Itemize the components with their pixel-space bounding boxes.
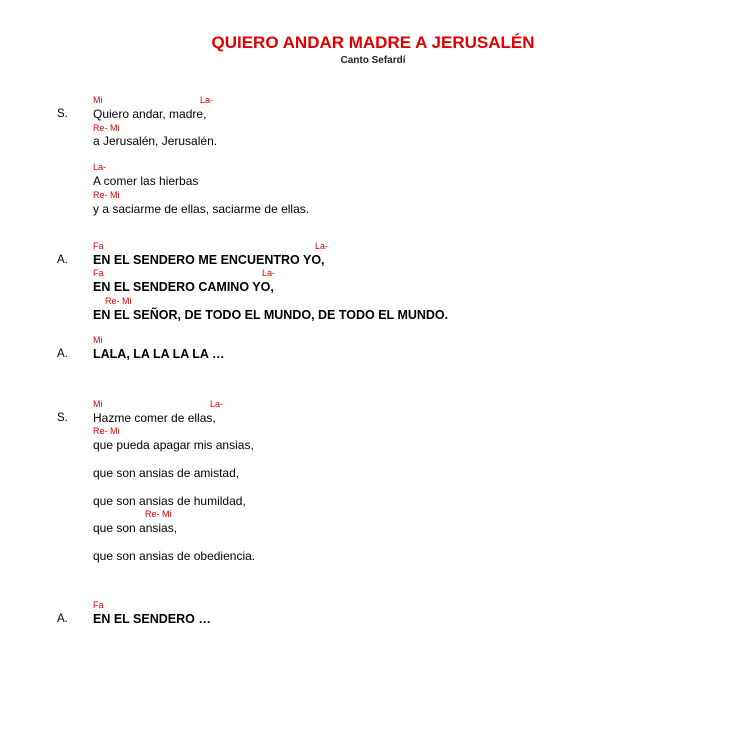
lyric-line: EN EL SENDERO CAMINO YO, [93,280,274,294]
chord: Re- Mi [93,190,120,200]
lyric-line: que son ansias de amistad, [93,466,240,480]
section-label: A. [57,348,68,360]
song-subtitle: Canto Sefardí [340,55,406,66]
lyric-line: Quiero andar, madre, [93,107,207,121]
lyric-line: que son ansias de obediencia. [93,549,256,563]
section-label: A. [57,254,68,266]
lyric-line: A comer las hierbas [93,174,199,188]
section-label: S. [57,108,68,120]
lyric-line: a Jerusalén, Jerusalén. [93,134,218,148]
lyric-line: EN EL SENDERO … [93,612,211,626]
lyric-line: que son ansias de humildad, [93,494,246,508]
chord: Re- Mi [93,426,120,436]
song-title: QUIERO ANDAR MADRE A JERUSALÉN [211,33,535,52]
section-label: S. [57,412,68,424]
lyric-line: Hazme comer de ellas, [93,411,216,425]
lyric-line: que son ansias, [93,521,178,535]
lyric-line: EN EL SEÑOR, DE TODO EL MUNDO, DE TODO EL MUNDO. [93,308,449,322]
chord: Fa [93,241,104,251]
chord: La- [200,95,214,105]
chord: Re- Mi [93,123,120,133]
lyric-line: que pueda apagar mis ansias, [93,438,254,452]
lyric-line: y a saciarme de ellas, saciarme de ellas. [93,202,310,216]
chord: La- [262,268,276,278]
lyric-line: LALA, LA LA LA LA … [93,347,225,361]
chord: Re- Mi [105,296,132,306]
chord: Re- Mi [145,509,172,519]
section-label: A. [57,613,68,625]
lyric-line: EN EL SENDERO ME ENCUENTRO YO, [93,253,325,267]
chord: Mi [93,335,103,345]
chord: La- [210,399,224,409]
chord: La- [93,162,107,172]
chord: Fa [93,268,104,278]
chord: La- [315,241,329,251]
chord: Mi [93,399,103,409]
chord: Mi [93,95,103,105]
chord: Fa [93,600,104,610]
